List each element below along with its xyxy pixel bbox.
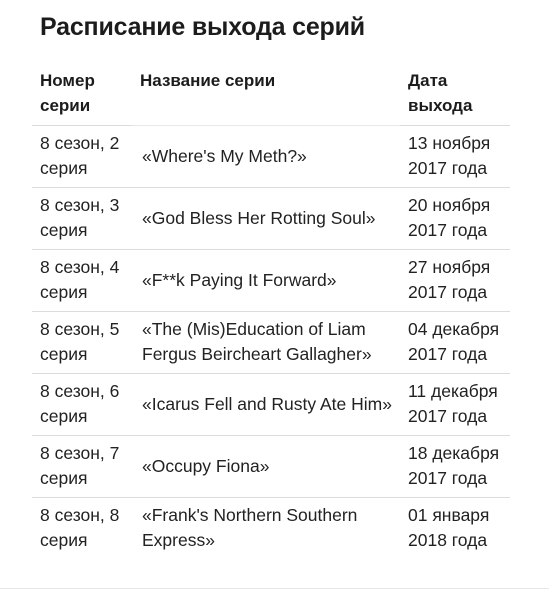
table-header <box>32 64 510 126</box>
episode-number: 8 сезон, 8 серия <box>32 498 132 560</box>
table-row <box>32 312 510 374</box>
release-date: 01 января 2018 года <box>400 498 510 560</box>
table-row <box>32 126 510 188</box>
release-date: 13 ноября 2017 года <box>400 126 510 188</box>
header-episode-title: Название серии <box>140 71 276 90</box>
table-body <box>32 126 510 560</box>
header-release-date: Дата выхода <box>408 71 473 115</box>
release-date: 27 ноября 2017 года <box>400 250 510 312</box>
release-date: 18 декабря 2017 года <box>400 436 510 498</box>
episode-number: 8 сезон, 6 серия <box>32 374 132 436</box>
episode-number: 8 сезон, 2 серия <box>32 126 132 188</box>
episode-title: «Frank's Northern Southern Express» <box>132 498 400 560</box>
episode-number: 8 сезон, 7 серия <box>32 436 132 498</box>
page-title: Расписание выхода серий <box>40 13 365 41</box>
episode-title: «Where's My Meth?» <box>132 126 400 188</box>
release-date: 20 ноября 2017 года <box>400 188 510 250</box>
table-row <box>32 498 510 560</box>
table-row <box>32 188 510 250</box>
episode-title: «Icarus Fell and Rusty Ate Him» <box>132 374 400 436</box>
table-row <box>32 250 510 312</box>
header-episode-number: Номер серии <box>40 71 95 115</box>
episode-number: 8 сезон, 3 серия <box>32 188 132 250</box>
bottom-divider <box>0 588 549 589</box>
header-row <box>32 64 510 126</box>
episode-title: «F**k Paying It Forward» <box>132 250 400 312</box>
episode-title: «Occupy Fiona» <box>132 436 400 498</box>
episode-schedule-table <box>32 64 510 559</box>
table-row <box>32 374 510 436</box>
episode-number: 8 сезон, 4 серия <box>32 250 132 312</box>
release-date: 04 декабря 2017 года <box>400 312 510 374</box>
episode-title: «The (Mis)Education of Liam Fergus Beircheart Gallagher» <box>132 312 400 374</box>
episode-number: 8 сезон, 5 серия <box>32 312 132 374</box>
release-date: 11 декабря 2017 года <box>400 374 510 436</box>
table-row <box>32 436 510 498</box>
episode-title: «God Bless Her Rotting Soul» <box>132 188 400 250</box>
